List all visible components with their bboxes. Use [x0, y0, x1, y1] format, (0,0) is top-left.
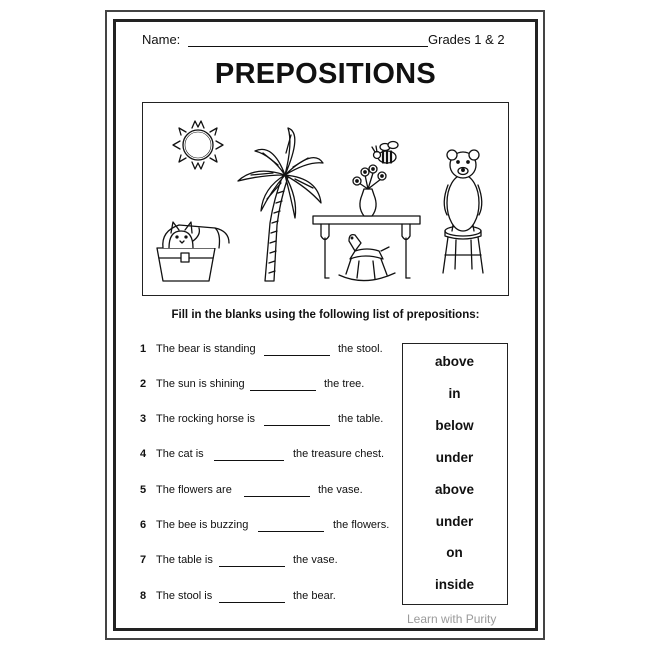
table-icon	[313, 216, 420, 278]
question-text-before: The rocking horse is	[156, 413, 256, 425]
word-bank	[402, 343, 508, 605]
question-text-after: the tree.	[324, 378, 365, 390]
question-text-after: the stool.	[338, 343, 383, 355]
question-text-after: the vase.	[318, 484, 363, 496]
question-number: 7	[140, 554, 147, 566]
question-text-before: The bear is standing	[156, 343, 256, 355]
name-blank-line	[188, 46, 428, 47]
palm-tree-icon	[238, 128, 323, 281]
question-text-before: The cat is	[156, 448, 204, 460]
teddy-bear-icon	[444, 150, 482, 231]
answer-blank[interactable]	[264, 355, 330, 356]
question-text-before: The table is	[156, 554, 213, 566]
question-number: 1	[140, 343, 147, 355]
name-row	[142, 32, 512, 50]
question-text-before: The stool is	[156, 590, 213, 602]
word-bank-item: under	[435, 514, 474, 529]
question-number: 8	[140, 590, 147, 602]
answer-blank[interactable]	[264, 425, 330, 426]
question-row	[140, 448, 400, 464]
question-row	[140, 519, 400, 535]
question-row	[140, 378, 400, 394]
question-number: 3	[140, 413, 147, 425]
question-row	[140, 413, 400, 429]
name-label: Name:	[142, 32, 181, 47]
word-bank-item: on	[446, 545, 463, 560]
word-bank-item: inside	[434, 577, 474, 592]
question-row	[140, 590, 400, 606]
flower-vase-icon	[353, 165, 386, 216]
question-row	[140, 343, 400, 359]
word-bank-item: below	[435, 418, 474, 433]
question-text-after: the flowers.	[333, 519, 390, 531]
question-text-before: The flowers are	[156, 484, 232, 496]
question-text-before: The sun is shining	[156, 378, 245, 390]
sun-icon	[173, 121, 223, 169]
answer-blank[interactable]	[214, 460, 284, 461]
question-text-after: the bear.	[293, 590, 336, 602]
question-text-before: The bee is buzzing	[156, 519, 249, 531]
treasure-chest-icon	[157, 225, 229, 281]
watermark: Learn with Purity	[407, 612, 497, 626]
answer-blank[interactable]	[258, 531, 324, 532]
answer-blank[interactable]	[219, 602, 285, 603]
word-bank-item: above	[434, 354, 475, 369]
question-text-after: the table.	[338, 413, 384, 425]
bee-icon	[372, 142, 398, 164]
question-number: 2	[140, 378, 147, 390]
instructions-text: Fill in the blanks using the following list of prepositions:	[171, 309, 480, 321]
question-number: 6	[140, 519, 147, 531]
word-bank-item: under	[435, 450, 474, 465]
word-bank-item: above	[434, 482, 475, 497]
grades-label: Grades 1 & 2	[428, 32, 505, 47]
question-number: 5	[140, 484, 147, 496]
question-number: 4	[140, 448, 147, 460]
question-text-after: the treasure chest.	[293, 448, 385, 460]
rocking-horse-icon	[339, 235, 395, 281]
answer-blank[interactable]	[244, 496, 310, 497]
stool-icon	[443, 226, 483, 273]
answer-blank[interactable]	[219, 566, 285, 567]
illustration-box	[142, 102, 509, 296]
word-bank-item: in	[448, 386, 461, 401]
page-title: PREPOSITIONS	[214, 58, 437, 90]
question-row	[140, 554, 400, 570]
question-text-after: the vase.	[293, 554, 338, 566]
answer-blank[interactable]	[250, 390, 316, 391]
question-row	[140, 484, 400, 500]
